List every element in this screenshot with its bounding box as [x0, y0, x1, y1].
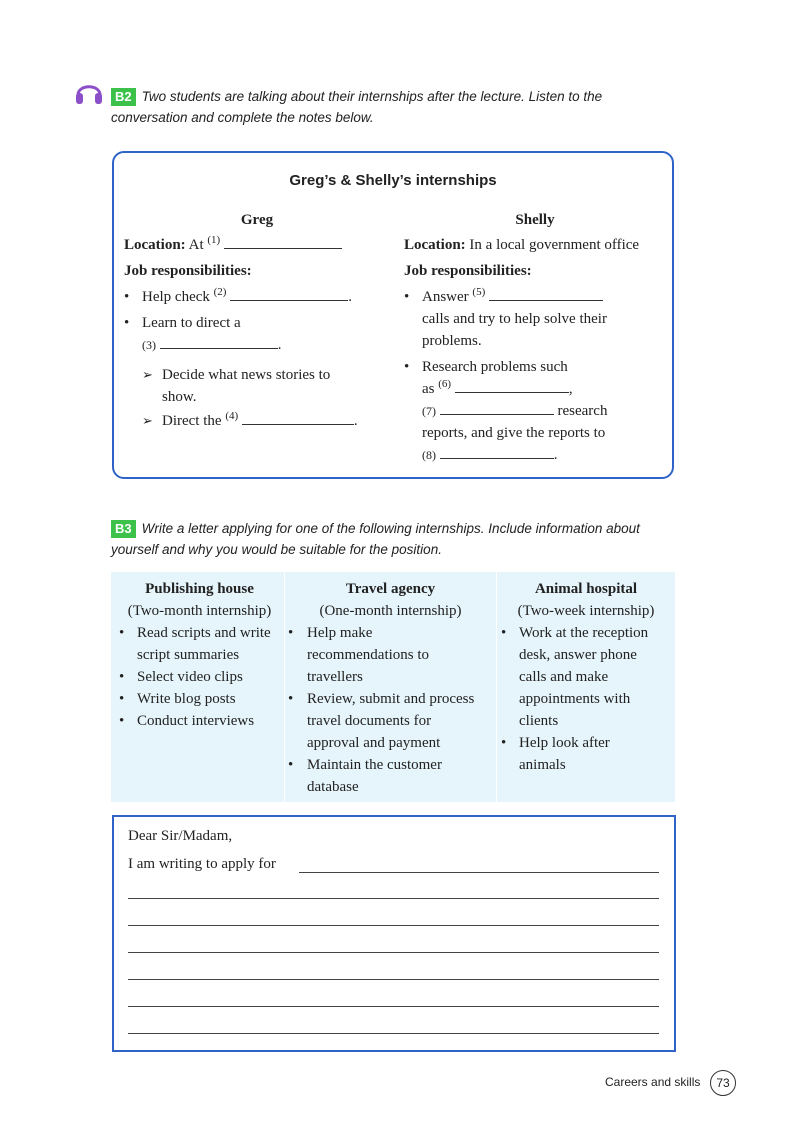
shelly-heading: Shelly	[515, 212, 555, 228]
greg-sub-2: ➢ Direct the $^{(4)}$ .	[142, 410, 358, 429]
letter-line-0[interactable]	[299, 872, 659, 873]
internship-animal: Animal hospital (Two-week internship) • Work at the reception desk, answer phone calls and make appointments with clients • Help look after animals	[501, 581, 655, 773]
letter-line-5[interactable]	[128, 1006, 659, 1007]
shelly-column	[404, 209, 670, 466]
notes-title: Greg’s & Shelly’s internships	[289, 172, 497, 189]
shelly-job-label: Job responsibilities:	[404, 263, 532, 279]
b3-badge: B3	[111, 520, 136, 538]
b3-instruction: B3 Write a letter applying for one of the following internships. Include information about yourself and why you would be suitable for the position.	[111, 521, 640, 557]
greg-heading: Greg	[240, 212, 274, 228]
letter-line-6[interactable]	[128, 1033, 659, 1034]
internship-travel: Travel agency (One-month internship) • Help make recommendations to travellers • Review, submit and process travel documents for approval and payment • Maintain the customer database	[288, 581, 475, 795]
b2-instruction: B2 Two students are talking about their internships after the lecture. Listen to the conversation and complete the notes below.	[111, 89, 603, 125]
letter-line-4[interactable]	[128, 979, 659, 980]
letter-salutation: Dear Sir/Madam,	[128, 828, 233, 844]
shelly-item-2: • Research problems such as $^{(6)}$ , (7) research reports, and give the reports to (8) .	[404, 359, 608, 463]
letter-line-3[interactable]	[128, 952, 659, 953]
greg-sub-1: ➢ Decide what news stories to show.	[142, 367, 331, 405]
shelly-item-1: • Answer $^{(5)}$ calls and try to help solve their problems.	[404, 286, 607, 349]
b2-badge: B2	[111, 88, 136, 106]
letter-line-2[interactable]	[128, 925, 659, 926]
greg-job-label: Job responsibilities:	[124, 263, 252, 279]
letter-opening: I am writing to apply for	[128, 856, 276, 872]
internship-table	[111, 572, 675, 802]
greg-column	[124, 209, 394, 432]
page-number: 73	[710, 1070, 736, 1096]
shelly-location: Location: In a local government office	[404, 237, 640, 253]
greg-item-2: • Learn to direct a (3) .	[124, 315, 282, 353]
letter-line-1[interactable]	[128, 898, 659, 899]
headphones-icon	[74, 78, 104, 106]
letter-box	[112, 815, 676, 1052]
internship-publishing: Publishing house (Two-month internship) • Read scripts and write script summaries • Select video clips • Write blog posts • Conduct interviews	[119, 581, 272, 729]
greg-location: Location: At $^{(1)}$	[124, 234, 394, 256]
greg-item-1: • Help check $^{(2)}$ .	[124, 286, 352, 305]
footer-section: Careers and skills	[605, 1075, 701, 1089]
